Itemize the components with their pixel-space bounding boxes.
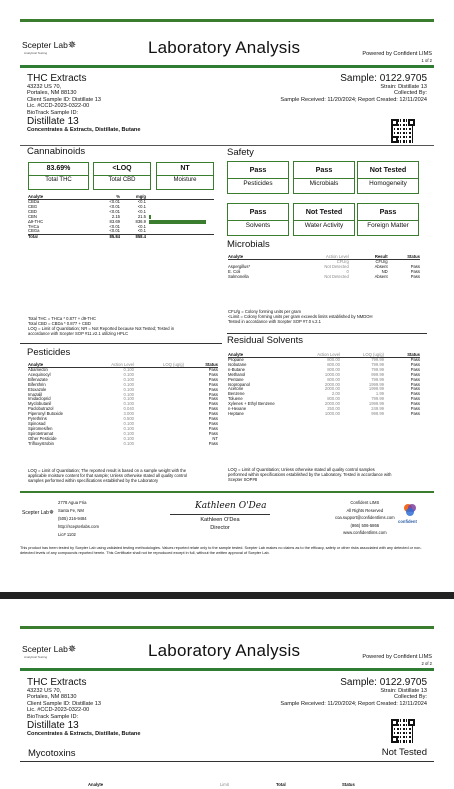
table-cell: CBN [28, 213, 37, 219]
table-cell: Isobutane [228, 361, 247, 367]
moisture-box [156, 162, 214, 190]
powered-by: Powered by Confident LIMS [362, 654, 432, 660]
table-cell: <0.01 [109, 203, 120, 209]
sample-collected: Collected By: [394, 90, 427, 97]
pesticide-header-analyte: Analyte [28, 362, 94, 368]
cannabis-leaf-icon: ✵ [48, 510, 54, 516]
table-cell: CBG [28, 203, 38, 209]
table-cell: n-Butane [228, 366, 245, 372]
safety-result: Pass [249, 165, 267, 174]
total-thc-label: Total THC [29, 175, 88, 185]
solvent-header-status: Status [384, 352, 420, 358]
table-cell: Pass [208, 440, 218, 446]
table-cell: Pass [208, 386, 218, 392]
solvent-table [228, 352, 420, 417]
moisture-label: Moisture [157, 175, 213, 185]
table-cell: Bifenthrin [28, 381, 46, 387]
table-cell: Pass [208, 406, 218, 412]
table-cell: <0.01 [109, 223, 120, 229]
lab-address [58, 499, 99, 539]
table-cell: Pass [208, 391, 218, 397]
table-row [228, 412, 420, 417]
client-sample-id: Client Sample ID: Distillate 13 [27, 700, 101, 707]
table-cell: Imidacloprid [28, 396, 51, 402]
microbial-notes [228, 309, 373, 324]
table-cell: Pass [410, 386, 420, 392]
microbial-header-analyte: Analyte [228, 254, 295, 260]
address-line: http://scepterlabs.com [58, 524, 99, 529]
table-cell: Pyrethrins [28, 416, 47, 422]
table-cell: Pass [208, 430, 218, 436]
safety-result: Pass [315, 165, 333, 174]
cannabinoid-header-pct: % [88, 194, 120, 200]
total-cbd-box [93, 162, 151, 190]
pesticides-title: Pesticides [27, 347, 71, 358]
table-cell: Pass [410, 396, 420, 402]
cannabinoid-bar [149, 220, 206, 223]
table-cell: 0.100 [123, 371, 134, 377]
safety-box-pesticides [227, 161, 289, 194]
address-line: Santa Fe, NM [58, 508, 84, 513]
table-cell: 999.99 [371, 371, 384, 377]
table-cell: 2000.00 [324, 381, 340, 387]
solvent-note: Scepter SOP#8 [228, 477, 258, 482]
client-address2: Portales, NM 88130 [27, 694, 77, 701]
mycotoxins-title: Mycotoxins [28, 748, 76, 759]
table-cell: Pass [410, 263, 420, 269]
mycotoxin-divider [20, 761, 434, 762]
page2-title: Laboratory Analysis [148, 641, 301, 660]
table-cell: THCa [28, 223, 39, 229]
confident-line: coa.support@confidentlims.com [335, 515, 395, 520]
table-cell: 800.00 [327, 376, 340, 382]
table-cell: 2.15 [111, 213, 120, 219]
bar-cell [146, 235, 214, 240]
powered-by: Powered by Confident LIMS [362, 51, 432, 57]
table-cell: Pass [208, 416, 218, 422]
table-cell: Pass [208, 371, 218, 377]
table-cell: Spinosad [28, 420, 46, 426]
product-category: Concentrates & Extracts, Distillate, Butane [27, 731, 141, 738]
confident-line: www.confidentlims.com [343, 530, 387, 535]
table-cell: 1.99 [375, 391, 384, 397]
cannabinoids-title: Cannabinoids [27, 146, 86, 157]
section-divider [20, 343, 222, 344]
qr-code-icon [391, 119, 415, 143]
brand-tagline: Analytical Testing [24, 655, 48, 659]
table-cell: Total [28, 235, 88, 240]
header-divider [20, 65, 434, 68]
table-cell: Acetone [228, 386, 244, 392]
microbial-unit: CFU/g [336, 259, 349, 264]
table-cell: ND [381, 268, 388, 274]
page2-top-bar [20, 626, 434, 629]
mycotoxins-status: Not Tested [381, 747, 427, 758]
table-cell: 0.100 [123, 420, 134, 426]
table-cell: 0.040 [123, 406, 134, 412]
safety-label: Foreign Matter [358, 220, 418, 231]
table-cell: Absent [374, 263, 388, 269]
table-cell: 1000.00 [324, 371, 340, 377]
safety-result: Not Tested [369, 165, 407, 174]
table-cell: Imazalil [28, 391, 43, 397]
table-cell: <0.1 [137, 203, 146, 209]
page-break [0, 592, 454, 599]
table-cell: 800.00 [327, 357, 340, 362]
cannabinoid-header-analyte: Analyte [28, 194, 88, 200]
table-cell: Pass [410, 391, 420, 397]
solvent-notes [228, 467, 428, 482]
section-divider [227, 333, 427, 334]
table-cell: 0.100 [123, 396, 134, 402]
footer-bar [20, 491, 434, 493]
table-cell: CBDa [28, 199, 40, 204]
table-cell: 799.99 [371, 376, 384, 382]
total-cbd-label: Total CBD [94, 175, 150, 185]
table-cell: 0.100 [123, 440, 134, 446]
safety-result: Not Tested [305, 207, 343, 216]
table-cell: Xylenes + Ethyl Benzene [228, 401, 275, 407]
disclaimer: This product has been tested by Scepter Lab using validated testing methodologies. Values reported relate only to the sample tested. Scepter Lab makes no claims as to the efficacy, safety or other risks associated with any detected or non-detected levels of any compounds reported herein. This Certificate shall not be reproduced except in full, without the written approval of Scepter Lab. [20, 546, 422, 555]
table-cell: Acequinocyl [28, 371, 51, 377]
scepter-lab-logo [22, 644, 76, 659]
table-cell: 0.100 [123, 376, 134, 382]
pesticide-notes [28, 468, 228, 483]
safety-label: Water Activity [294, 220, 354, 231]
safety-box-solvents [227, 203, 289, 236]
table-cell: <0.1 [137, 228, 146, 234]
table-cell: Other Pesticide [28, 435, 57, 441]
confident-logo-icon [403, 503, 417, 517]
footer-logo [22, 509, 54, 516]
solvent-note: LOQ = Limit of Quantitation; Unless otherwise stated all quality control samples [228, 467, 375, 472]
table-cell: Pass [208, 376, 218, 382]
table-cell: Pass [410, 410, 420, 416]
table-row [28, 442, 218, 447]
solvent-header-action: Action Level [300, 352, 340, 358]
table-cell: 85.84 [88, 235, 120, 240]
sample-block [280, 677, 427, 707]
microbial-header-status: Status [388, 254, 420, 260]
myco-header-total: Total [276, 782, 286, 787]
table-cell: Myclobutanil [28, 401, 52, 407]
table-cell: n-Hexane [228, 406, 247, 412]
total-thc-box [28, 162, 89, 190]
sample-strain: Strain: Distillate 13 [380, 84, 427, 90]
table-cell: 250.00 [327, 406, 340, 412]
table-cell: Pass [208, 425, 218, 431]
pesticide-header-status: Status [184, 362, 218, 368]
table-cell: Pass [208, 367, 218, 372]
microbial-header-action: Action Level [295, 254, 349, 260]
table-cell: Pass [208, 381, 218, 387]
microbial-unit: CFU/g [375, 259, 388, 264]
table-cell [134, 442, 184, 447]
sample-collected: Collected By: [394, 694, 427, 701]
safety-title: Safety [227, 147, 254, 158]
table-cell: Pass [410, 401, 420, 407]
cannabinoid-notes [28, 316, 174, 336]
cannabis-leaf-icon: ✵ [67, 644, 77, 655]
myco-header-limit: Limit [220, 782, 229, 787]
table-cell: <0.01 [109, 208, 120, 214]
safety-label: Homogeneity [358, 178, 418, 189]
client-sample-id: Client Sample ID: Distillate 13 [27, 96, 101, 103]
table-cell: 0.100 [123, 381, 134, 387]
safety-box-foreign-matter [357, 203, 419, 236]
safety-box-microbials [293, 161, 355, 194]
table-cell: Benzene [228, 391, 245, 397]
table-cell: Trifloxystrobin [28, 440, 54, 446]
cannabinoid-note: Total CBD = CBDa * 0.877 + CBD [28, 321, 91, 326]
page1-top-bar [20, 19, 434, 22]
safety-box-water-activity [293, 203, 355, 236]
signer-name: Kathleen O'Dea [200, 517, 240, 523]
cannabinoid-bar [149, 215, 151, 218]
myco-header-analyte: Analyte [88, 782, 104, 787]
table-cell: Pass [410, 406, 420, 412]
table-cell: 0.100 [123, 401, 134, 407]
sample-strain: Strain: Distillate 13 [380, 688, 427, 694]
table-cell: Abamectin [28, 367, 48, 372]
table-cell: Pass [208, 420, 218, 426]
microbial-table [228, 254, 420, 280]
sample-block [280, 73, 427, 103]
table-cell: Pass [208, 396, 218, 402]
sample-number: Sample: 0122.9705 [340, 677, 427, 688]
client-block [27, 73, 140, 133]
table-cell: 0.100 [123, 430, 134, 436]
safety-box-homogeneity [357, 161, 419, 194]
table-cell: 799.99 [371, 366, 384, 372]
table-cell: 858.4 [120, 235, 146, 240]
microbials-title: Microbials [227, 239, 270, 250]
table-cell: Pass [410, 366, 420, 372]
page-title: Laboratory Analysis [148, 38, 301, 57]
table-cell: Pass [410, 371, 420, 377]
client-address2: Portales, NM 88130 [27, 90, 77, 97]
confident-contact [335, 499, 395, 537]
table-cell: Toluene [228, 396, 243, 402]
table-cell: Propane [228, 357, 244, 362]
total-cbd-value: <LOQ [112, 165, 132, 172]
table-cell: Pass [410, 361, 420, 367]
table-cell: Paclobutrazol [28, 406, 54, 412]
table-cell: Spiromesifen [28, 425, 53, 431]
cannabinoid-note: Total THC = THCa * 0.877 + d9-THC [28, 316, 97, 321]
table-row [28, 235, 214, 240]
table-cell: 2000.00 [324, 386, 340, 392]
brand-tagline: Analytical Testing [24, 51, 48, 55]
table-cell: Bifenazate [28, 376, 48, 382]
sample-number: Sample: 0122.9705 [340, 73, 427, 84]
table-cell: 800.00 [327, 361, 340, 367]
client-name: THC Extracts [27, 73, 87, 84]
safety-label: Microbials [294, 178, 354, 189]
cannabinoid-header-mg: mg/g [120, 194, 146, 200]
safety-label: Solvents [228, 220, 288, 231]
table-cell: CBD [28, 208, 37, 214]
table-cell: 3.000 [123, 411, 134, 417]
table-cell: Pass [410, 268, 420, 274]
table-cell: 0.100 [123, 435, 134, 441]
table-cell: <0.1 [137, 208, 146, 214]
product-name: Distillate 13 [27, 116, 79, 128]
table-cell: <0.1 [137, 223, 146, 229]
pesticide-note: LOQ = Limit of Quantitation; The reported result is based on a sample weight with the [28, 468, 187, 473]
table-cell: Aspergillus* [228, 263, 251, 269]
cannabis-leaf-icon: ✵ [67, 40, 77, 51]
footer-brand-name: Scepter Lab [22, 510, 49, 516]
table-cell: <0.01 [109, 199, 120, 204]
myco-header-status: Status [342, 782, 355, 787]
page-number: 2 of 2 [421, 661, 432, 666]
table-cell: 1999.99 [368, 381, 384, 387]
client-name: THC Extracts [27, 677, 87, 688]
table-cell: CBGa [28, 228, 40, 234]
signer-role: Director [210, 525, 230, 531]
table-cell: 836.9 [135, 218, 146, 224]
table-row [228, 275, 420, 280]
client-license: Lic. #CCD-2023-0322-00 [27, 103, 90, 110]
table-cell: 799.99 [371, 357, 384, 362]
header-divider [20, 668, 434, 671]
table-cell: Spirotetramat [28, 430, 54, 436]
table-cell: 999.99 [371, 410, 384, 416]
qr-code-icon [391, 719, 415, 743]
table-cell: Piperonyl Butoxide [28, 411, 63, 417]
pesticide-note: samples performed within specifications established by the Laboratory [28, 478, 159, 483]
table-cell: NT [212, 435, 218, 441]
table-cell: Pass [208, 401, 218, 407]
cannabinoid-note: accordance with Scepter SOP #11.v2.1 utilizing HPLC [28, 331, 129, 336]
address-line: Lic# 1102 [58, 532, 76, 537]
table-cell: Δ9-THC [28, 218, 44, 224]
client-address1: 43232 US 70, [27, 688, 62, 694]
biotrack-id: BioTrack Sample ID: [27, 109, 79, 116]
table-cell: Not Detected [324, 263, 349, 269]
table-cell: 0.100 [123, 367, 134, 372]
microbial-note: Tested in accordance with Scepter SOP #7.0 v.2.1 [228, 319, 321, 324]
scepter-lab-logo [22, 40, 76, 55]
cannabinoid-table [28, 194, 214, 240]
safety-result: Pass [379, 207, 397, 216]
total-thc-value: 83.69% [46, 165, 71, 172]
table-cell: 0 [346, 268, 349, 274]
solvent-note: performed within specifications established by the Laboratory. Tested in accordance with [228, 472, 392, 477]
brand-name: Scepter Lab [22, 40, 68, 50]
table-cell: Absent [374, 273, 388, 279]
confident-wordmark: confident [398, 519, 417, 524]
director-signature: Kathleen O'Dea [195, 501, 267, 511]
table-cell: 2000.00 [324, 401, 340, 407]
microbial-header-result: Result [349, 254, 388, 260]
microbial-note: CFU/g = Colony forming units per gram [228, 309, 301, 314]
table-cell: <0.01 [109, 228, 120, 234]
table-cell: Not Detected [324, 273, 349, 279]
table-cell: 249.99 [371, 406, 384, 412]
client-address1: 43232 US 70, [27, 84, 62, 90]
table-cell: Isopropanol [228, 381, 250, 387]
solvents-title: Residual Solvents [227, 335, 304, 346]
table-cell: 1999.99 [368, 386, 384, 392]
table-cell: 1999.99 [368, 401, 384, 407]
table-cell: 1000.00 [324, 410, 340, 416]
table-cell: 0.100 [123, 391, 134, 397]
biotrack-id: BioTrack Sample ID: [27, 713, 79, 720]
table-cell: Pass [410, 273, 420, 279]
signature-line [170, 514, 270, 515]
table-cell: 0.100 [123, 386, 134, 392]
address-line: 2778 Agua Fria [58, 500, 87, 505]
table-cell: 21.5 [137, 213, 146, 219]
product-category: Concentrates & Extracts, Distillate, Butane [27, 127, 141, 134]
table-cell: Etoxazole [28, 386, 47, 392]
pesticide-table [28, 362, 218, 447]
table-cell: 800.00 [327, 396, 340, 402]
solvent-header-loq: LOQ (ug/g) [340, 352, 384, 358]
address-line: (505) 216-9484 [58, 516, 87, 521]
table-cell: 83.69 [109, 218, 120, 224]
client-block [27, 677, 140, 737]
confident-line: (866) 506-5866 [350, 522, 380, 528]
table-cell: Heptane [228, 410, 244, 416]
solvent-header-analyte: Analyte [228, 352, 300, 358]
table-cell: Pentane [228, 376, 244, 382]
product-name: Distillate 13 [27, 720, 79, 732]
sample-dates: Sample Received: 11/20/2024; Report Created: 12/11/2024 [280, 700, 427, 707]
brand-name: Scepter Lab [22, 644, 68, 654]
confident-line: Confident LIMS [350, 500, 380, 505]
table-cell: 799.99 [371, 396, 384, 402]
safety-label: Pesticides [228, 178, 288, 189]
table-cell: 0.500 [123, 416, 134, 422]
pesticide-header-action: Action Level [94, 362, 134, 368]
pesticide-note: applicable moisture content for that sample; Unless otherwise stated all quality control [28, 473, 187, 478]
pesticide-header-loq: LOQ (ug/g) [134, 362, 184, 368]
table-cell: Pass [208, 411, 218, 417]
table-cell: <0.1 [137, 199, 146, 204]
moisture-value: NT [180, 165, 190, 172]
table-cell: E. Coli [228, 268, 241, 274]
table-cell: Pass [410, 381, 420, 387]
client-license: Lic. #CCD-2023-0322-00 [27, 707, 90, 714]
confident-line: All Rights Reserved [346, 507, 384, 513]
cannabinoid-note: LOQ = Limit of Quantitation; NR = Not Reported because Not Tested; Tested in [28, 326, 175, 331]
table-cell: Pass [410, 376, 420, 382]
safety-result: Pass [249, 207, 267, 216]
page-number: 1 of 2 [421, 58, 432, 63]
sample-dates: Sample Received: 11/20/2024; Report Created: 12/11/2024 [280, 96, 427, 103]
table-cell: Methanol [228, 371, 246, 377]
microbial-note: <Limit = Colony forming units per gram exceeds limits established by NMDOH [228, 314, 373, 319]
table-cell: 0.100 [123, 425, 134, 431]
table-cell: 800.00 [327, 366, 340, 372]
table-cell: 799.99 [371, 361, 384, 367]
table-cell: Salmonella [228, 273, 249, 279]
table-cell: 2.00 [331, 391, 340, 397]
table-cell: Pass [410, 357, 420, 362]
